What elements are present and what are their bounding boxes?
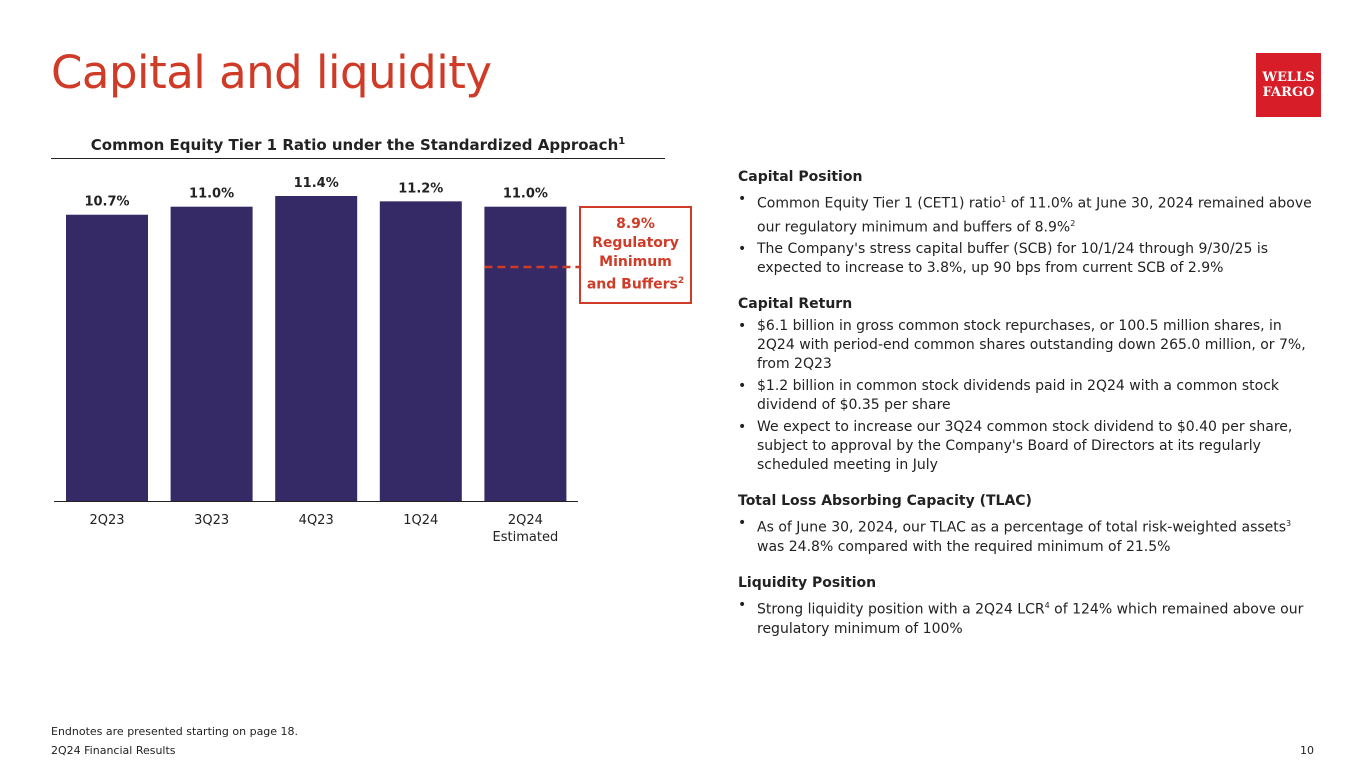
bar-4q23 (275, 196, 357, 501)
data-label: 11.0% (502, 186, 548, 202)
logo-line-2: FARGO (1262, 85, 1315, 100)
bar-2q24 (484, 207, 566, 501)
bar-3q23 (171, 207, 253, 501)
callout-value: 8.9% (616, 216, 655, 233)
bullet-cet1: • Common Equity Tier 1 (CET1) ratio$^1$ of 11.0% at June 30, 2024 remained above our regulatory minimum and buffers of 8.9%$^2$ (738, 190, 1318, 237)
x-tick-label: 4Q23 (298, 513, 334, 528)
bullet-scb: • The Company's stress capital buffer (SCB) for 10/1/24 through 9/30/25 is expected to increase to 3.8%, up 90 bps from current SCB of 2.9% (738, 240, 1318, 278)
logo-line-1: WELLS (1262, 70, 1315, 85)
x-tick-label: 1Q24 (403, 513, 439, 528)
bar-2q23 (66, 215, 148, 501)
bullet-dividends-paid: • $1.2 billion in common stock dividends paid in 2Q24 with a common stock dividend of $0.35 per share (738, 377, 1318, 415)
wells-fargo-logo (1256, 53, 1321, 117)
bullet-dividend-increase: • We expect to increase our 3Q24 common stock dividend to $0.40 per share, subject to approval by the Company's Board of Directors at its regularly scheduled meeting in July (738, 418, 1318, 475)
footer-label: 2Q24 Financial Results (51, 744, 176, 757)
x-tick-label: 2Q24 (507, 513, 543, 528)
capital-position-section (738, 168, 1318, 278)
x-tick-label: 2Q23 (89, 513, 125, 528)
callout-sup: 2 (677, 276, 685, 287)
callout-line-2: Regulatory (592, 235, 679, 252)
regulatory-minimum-callout (579, 206, 692, 304)
tlac-heading: Total Loss Absorbing Capacity (TLAC) (738, 493, 1032, 510)
page-title: Capital and liquidity (51, 46, 492, 99)
chart-title-text: Common Equity Tier 1 Ratio under the Standardized Approach (90, 136, 619, 154)
data-label: 11.2% (398, 181, 444, 197)
bullet-tlac: • As of June 30, 2024, our TLAC as a percentage of total risk-weighted assets$^3$ was 24.8% compared with the required minimum of 21.5% (738, 514, 1318, 557)
page-number: 10 (1300, 744, 1314, 757)
capital-position-heading: Capital Position (738, 169, 863, 185)
bullet-lcr: • Strong liquidity position with a 2Q24 LCR$^4$ of 124% which remained above our regulatory minimum of 100% (738, 596, 1318, 639)
bar-1q24 (380, 201, 462, 501)
liquidity-heading: Liquidity Position (738, 574, 877, 591)
x-tick-label: 3Q23 (194, 513, 230, 528)
bullet-repurchases: • $6.1 billion in gross common stock repurchases, or 100.5 million shares, in 2Q24 with period-end common shares outstanding down 265.0 million, or 7%, from 2Q23 (738, 317, 1318, 374)
x-tick-sublabel: Estimated (492, 530, 559, 545)
data-label: 11.4% (293, 176, 339, 191)
callout-line-3: Minimum (599, 254, 672, 271)
data-label: 10.7% (84, 194, 130, 210)
endnotes-note: Endnotes are presented starting on page 18. (51, 725, 299, 738)
tlac-section (738, 492, 1318, 557)
callout-line-4: and Buffers$^2$ (586, 276, 685, 293)
commentary-panel (738, 168, 1318, 656)
capital-return-heading: Capital Return (738, 296, 853, 313)
liquidity-section (738, 574, 1318, 639)
data-label: 11.0% (189, 186, 235, 202)
capital-return-section (738, 295, 1318, 475)
chart-title-sup: 1 (618, 136, 626, 147)
